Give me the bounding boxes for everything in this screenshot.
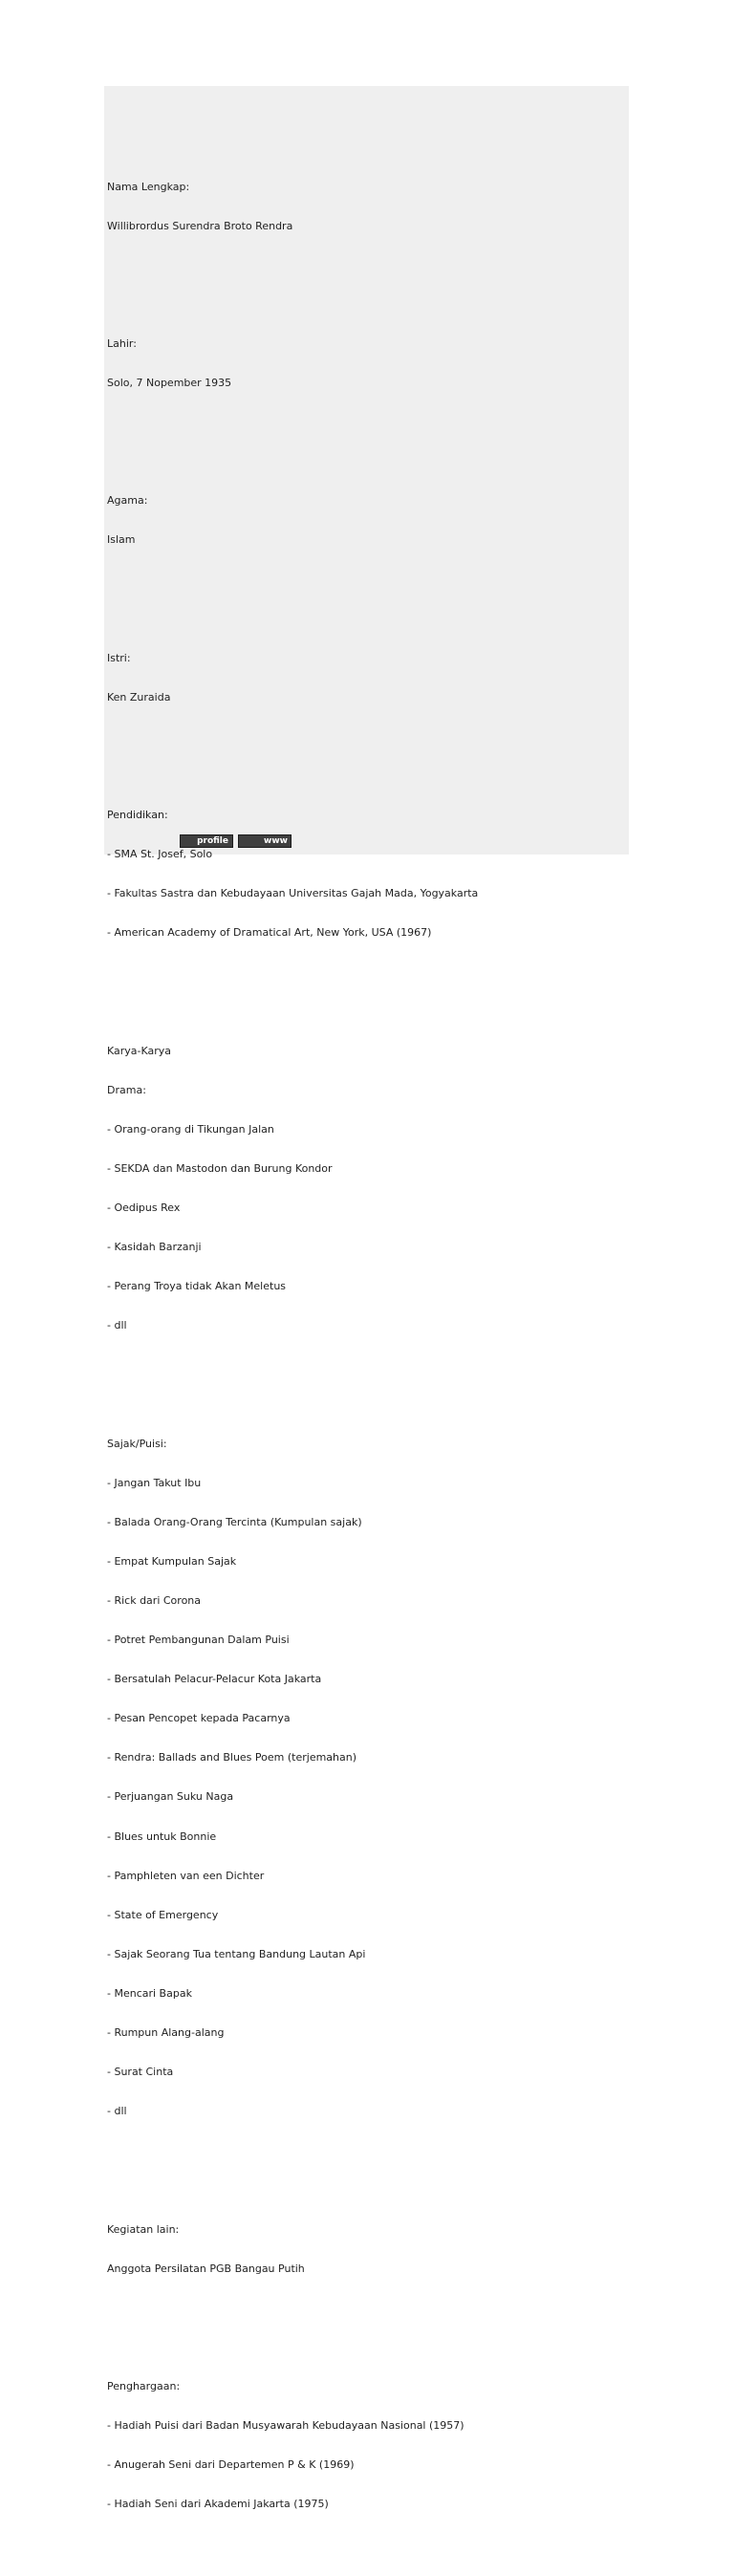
- biography-content: [107, 115, 623, 2576]
- sajak-item: - State of Emergency: [107, 1908, 219, 1921]
- section-penghargaan: [107, 2353, 623, 2537]
- sajak-item: - dll: [107, 2105, 127, 2118]
- kegiatan-label: Kegiatan lain:: [107, 2222, 180, 2236]
- section-karya-drama: [107, 1018, 623, 1358]
- drama-item: - Perang Troya tidak Akan Meletus: [107, 1280, 287, 1293]
- drama-item: - Orang-orang di Tikungan Jalan: [107, 1122, 274, 1136]
- sajak-item: - Sajak Seorang Tua tentang Bandung Lautan Api: [107, 1947, 366, 1960]
- agama-label: Agama:: [107, 494, 148, 508]
- profile-button-label: profile: [197, 836, 228, 846]
- profile-button[interactable]: [180, 834, 233, 848]
- istri-value: Ken Zuraida: [107, 690, 171, 704]
- www-button[interactable]: [238, 834, 291, 848]
- pendidikan-item: - Fakultas Sastra dan Kebudayaan Universitas Gajah Mada, Yogyakarta: [107, 887, 479, 900]
- sajak-item: - Pamphleten van een Dichter: [107, 1869, 265, 1882]
- sajak-item: - Bersatulah Pelacur-Pelacur Kota Jakarta: [107, 1673, 322, 1686]
- pendidikan-item: - American Academy of Dramatical Art, New York, USA (1967): [107, 926, 432, 940]
- istri-label: Istri:: [107, 651, 131, 664]
- sajak-item: - Pesan Pencopet kepada Pacarnya: [107, 1712, 291, 1725]
- penghargaan-item: - Anugerah Seni dari Departemen P & K (1969): [107, 2458, 355, 2472]
- sajak-item: - Blues untuk Bonnie: [107, 1829, 217, 1843]
- drama-label: Drama:: [107, 1083, 146, 1096]
- sajak-item: - Surat Cinta: [107, 2066, 174, 2079]
- section-istri: [107, 625, 623, 730]
- section-agama: [107, 468, 623, 574]
- sajak-item: - Perjuangan Suku Naga: [107, 1790, 234, 1804]
- sajak-item: - Empat Kumpulan Sajak: [107, 1554, 237, 1568]
- lahir-label: Lahir:: [107, 336, 137, 350]
- section-lahir: [107, 312, 623, 417]
- lahir-value: Solo, 7 Nopember 1935: [107, 377, 232, 389]
- agama-value: Islam: [107, 533, 136, 547]
- sajak-item: - Balada Orang-Orang Tercinta (Kumpulan sajak): [107, 1515, 362, 1528]
- kegiatan-value: Anggota Persilatan PGB Bangau Putih: [107, 2262, 305, 2275]
- section-nama: [107, 154, 623, 259]
- penghargaan-item: - Hadiah Puisi dari Badan Musyawarah Kebudayaan Nasional (1957): [107, 2418, 464, 2432]
- drama-item: - SEKDA dan Mastodon dan Burung Kondor: [107, 1161, 333, 1175]
- sajak-item: - Potret Pembangunan Dalam Puisi: [107, 1634, 290, 1647]
- sajak-item: - Rick dari Corona: [107, 1593, 202, 1607]
- nama-label: Nama Lengkap:: [107, 180, 190, 193]
- pendidikan-item: - SMA St. Josef, Solo: [107, 848, 213, 861]
- pendidikan-label: Pendidikan:: [107, 809, 168, 822]
- section-pendidikan: [107, 783, 623, 966]
- penghargaan-item: - Hadiah Seni dari Akademi Jakarta (1975): [107, 2498, 329, 2511]
- drama-item: - dll: [107, 1319, 127, 1332]
- biography-panel: [104, 86, 629, 2511]
- sajak-item: - Rumpun Alang-alang: [107, 2026, 225, 2040]
- sajak-label: Sajak/Puisi:: [107, 1437, 167, 1450]
- www-button-label: www: [264, 836, 288, 846]
- penghargaan-label: Penghargaan:: [107, 2379, 181, 2392]
- drama-item: - Kasidah Barzanji: [107, 1241, 202, 1254]
- sajak-item: - Jangan Takut Ibu: [107, 1476, 202, 1489]
- section-sajak: [107, 1411, 623, 2144]
- nama-value: Willibrordus Surendra Broto Rendra: [107, 219, 293, 232]
- drama-item: - Oedipus Rex: [107, 1201, 181, 1215]
- sajak-item: - Rendra: Ballads and Blues Poem (terjemahan): [107, 1751, 357, 1764]
- section-kegiatan: [107, 2197, 623, 2302]
- karya-heading: Karya-Karya: [107, 1044, 172, 1057]
- sajak-item: - Mencari Bapak: [107, 1986, 192, 2000]
